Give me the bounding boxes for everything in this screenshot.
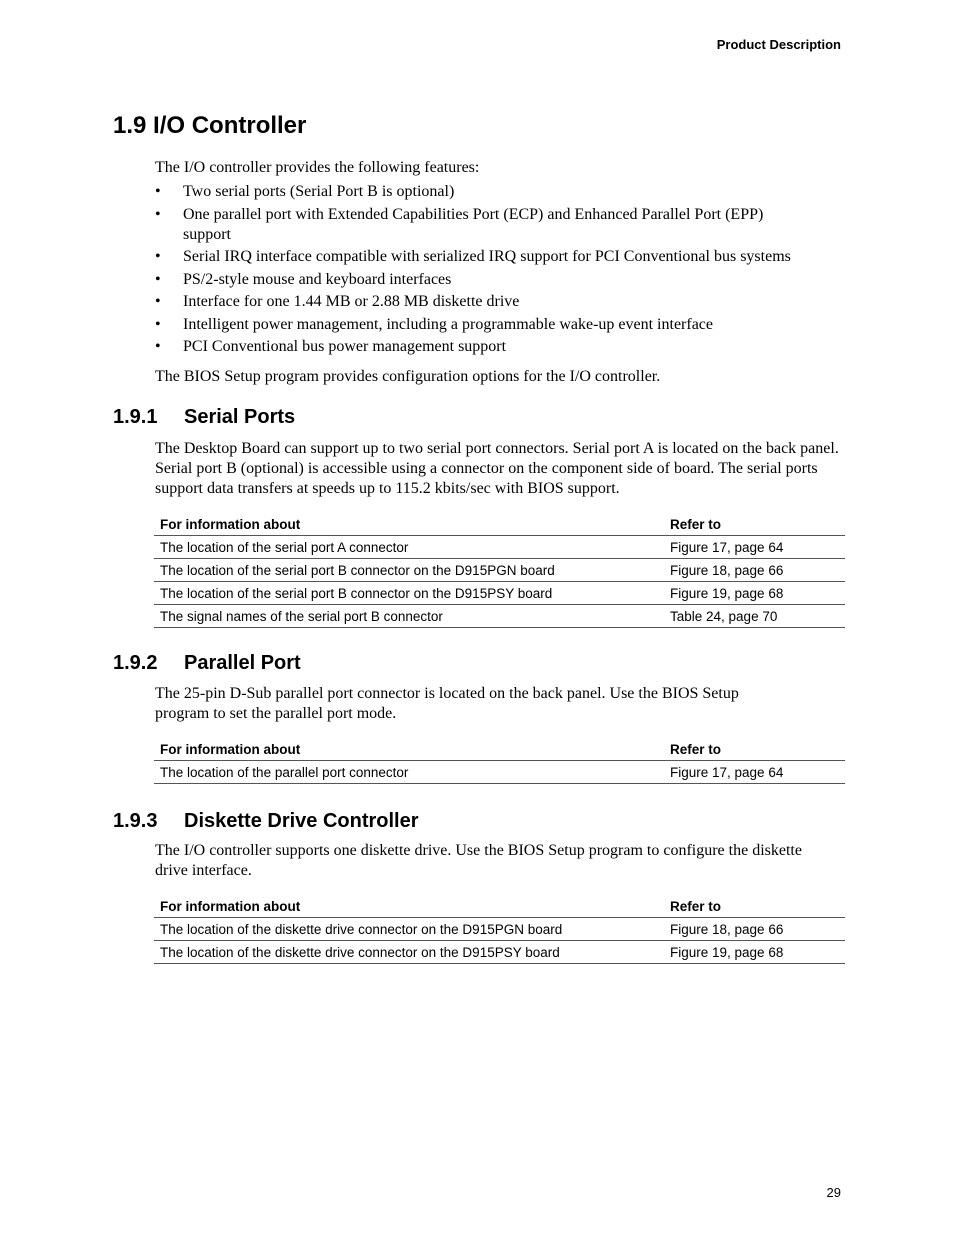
feature-list [155,182,855,360]
page-number: 29 [826,1185,841,1200]
parallel-port-heading: 1.9.2 Parallel Port [113,652,301,674]
table-row [154,605,845,628]
list-item: • PCI Conventional bus power management support [155,338,507,355]
table-cell: Figure 19, page 68 [664,941,845,964]
list-item: • Intelligent power management, including a programmable wake-up event interface [155,315,714,333]
diskette-body: The I/O controller supports one diskette drive. Use the BIOS Setup program to configure the diskette drive interface. [155,842,802,879]
column-header: For information about [154,513,664,536]
table-row [154,582,845,605]
bullet-icon: • [155,205,161,223]
list-item: • One parallel port with Extended Capabilities Port (ECP) and Enhanced Parallel Port (EPP) support [155,205,764,243]
column-header: Refer to [664,513,845,536]
list-item: • PS/2-style mouse and keyboard interfaces [155,270,452,288]
table-cell: Figure 19, page 68 [664,582,845,605]
table-row [154,941,845,964]
table-cell: The location of the parallel port connector [154,761,664,784]
table-row [154,559,845,582]
table-row [154,761,845,784]
serial-ports-heading: 1.9.1 Serial Ports [113,406,296,428]
parallel-port-body: The 25-pin D-Sub parallel port connector is located on the back panel. Use the BIOS Setup program to set the parallel port mode. [155,685,739,722]
table-cell: Figure 18, page 66 [664,559,845,582]
diskette-heading: 1.9.3 Diskette Drive Controller [113,810,419,832]
bullet-icon: • [155,315,161,333]
bullet-icon: • [155,270,161,288]
column-header: Refer to [664,738,845,761]
list-item: • Interface for one 1.44 MB or 2.88 MB diskette drive [155,293,520,310]
table-cell: Figure 18, page 66 [664,918,845,941]
column-header: For information about [154,738,664,761]
table-cell: Table 24, page 70 [664,605,845,628]
table-cell: The location of the diskette drive connector on the D915PSY board [154,941,664,964]
table-row [154,536,845,559]
running-header: Product Description [716,37,841,52]
table-cell: The location of the diskette drive connector on the D915PGN board [154,918,664,941]
table-header-row [154,895,845,918]
bullet-icon: • [155,183,161,200]
section-title: 1.9 I/O Controller [113,112,307,139]
serial-ports-body: The Desktop Board can support up to two serial port connectors. Serial port A is located on the back panel. Serial port B (optional) is accessible using a connector on the component side of board. The serial ports support data transfers at speeds up to 115.2 kbits/sec with BIOS support. [155,440,839,497]
table-cell: The location of the serial port B connector on the D915PSY board [154,582,664,605]
diskette-table [154,895,845,964]
table-row [154,918,845,941]
bullet-icon: • [155,293,161,310]
column-header: Refer to [664,895,845,918]
list-item: • Two serial ports (Serial Port B is optional) [155,183,455,200]
section-outro: The BIOS Setup program provides configuration options for the I/O controller. [155,368,661,385]
parallel-port-table [154,738,845,784]
section-intro: The I/O controller provides the following features: [155,159,480,176]
column-header: For information about [154,895,664,918]
table-cell: The location of the serial port A connector [154,536,664,559]
table-cell: Figure 17, page 64 [664,536,845,559]
table-cell: The location of the serial port B connector on the D915PGN board [154,559,664,582]
bullet-icon: • [155,338,161,355]
list-item: • Serial IRQ interface compatible with serialized IRQ support for PCI Conventional bus systems [155,248,791,265]
table-header-row [154,738,845,761]
serial-ports-table [154,513,845,628]
bullet-icon: • [155,248,161,265]
table-cell: The signal names of the serial port B connector [154,605,664,628]
table-cell: Figure 17, page 64 [664,761,845,784]
table-header-row [154,513,845,536]
